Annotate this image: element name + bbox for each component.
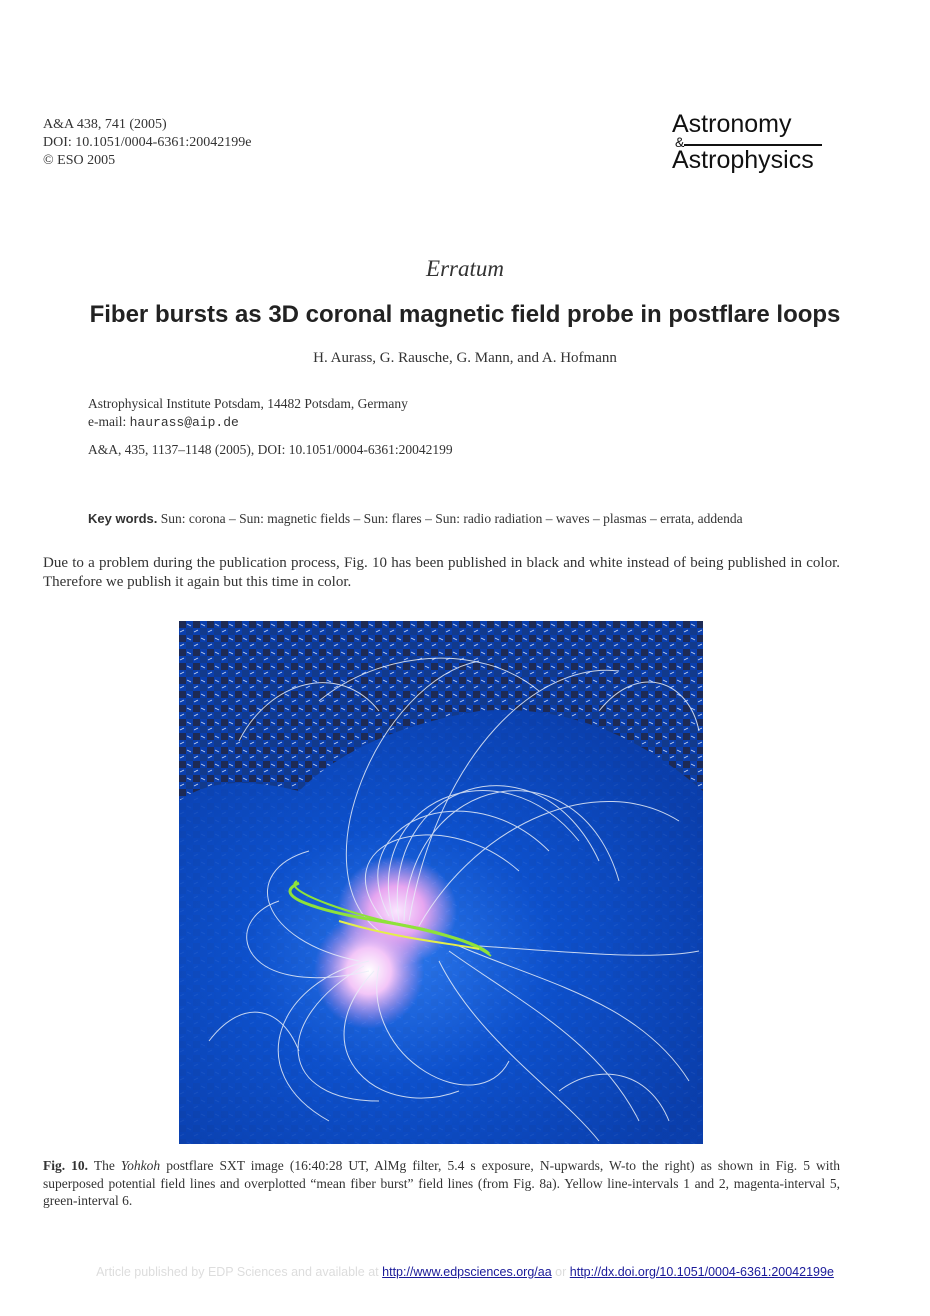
author-list: H. Aurass, G. Rausche, G. Mann, and A. Hofmann: [313, 350, 617, 366]
journal-logo: [672, 110, 842, 174]
email-address: haurass@aip.de: [129, 415, 239, 430]
article-type: Erratum: [426, 256, 504, 281]
footer: [0, 1265, 930, 1279]
copyright-line: © ESO 2005: [43, 153, 116, 168]
journal-name-line2: Astrophysics: [672, 146, 814, 174]
footer-link-edp[interactable]: http://www.edpsciences.org/aa: [382, 1265, 552, 1279]
footer-link-doi[interactable]: http://dx.doi.org/10.1051/0004-6361:20042199e: [569, 1265, 834, 1279]
figure-10-image: [179, 621, 703, 1144]
article-title: Fiber bursts as 3D coronal magnetic field probe in postflare loops: [89, 301, 841, 328]
keywords-text: Sun: corona – Sun: magnetic fields – Sun: flares – Sun: radio radiation – waves – plasmas – errata, addenda: [160, 511, 743, 526]
figure-caption: [43, 1157, 840, 1210]
affiliation: Astrophysical Institute Potsdam, 14482 Potsdam, Germany: [88, 396, 408, 411]
keywords: [88, 511, 743, 527]
footer-or: or: [555, 1265, 567, 1279]
caption-text-pre: The: [93, 1158, 115, 1173]
email-label: e-mail:: [88, 414, 127, 429]
caption-label: Fig. 10.: [43, 1158, 89, 1173]
original-reference: A&A, 435, 1137–1148 (2005), DOI: 10.1051/0004-6361:20042199: [88, 442, 453, 457]
citation-line: A&A 438, 741 (2005): [43, 117, 167, 132]
caption-text-post: postflare SXT image (16:40:28 UT, AlMg filter, 5.4 s exposure, N-upwards, W-to the right) as shown in Fig. 5 with superposed potential field lines and overplotted “mean fiber burst” field lines (from Fig. 8a). Yellow line-intervals 1 and 2, magenta-interval 5, green-interval 6.: [43, 1158, 840, 1208]
footer-prefix: Article published by EDP Sciences and available at: [96, 1265, 379, 1279]
caption-italic: Yohkoh: [120, 1158, 161, 1173]
body-paragraph: Due to a problem during the publication process, Fig. 10 has been published in black and white instead of being published in color. Therefore we publish it again but this time in color.: [43, 555, 840, 590]
email-line: [88, 413, 408, 432]
affiliation-block: [88, 395, 408, 432]
journal-ampersand: &: [675, 134, 685, 150]
citation-block: [43, 116, 251, 170]
journal-name-line1: Astronomy: [672, 110, 792, 138]
keywords-label: Key words.: [88, 511, 158, 526]
doi-line: DOI: 10.1051/0004-6361:20042199e: [43, 135, 252, 150]
